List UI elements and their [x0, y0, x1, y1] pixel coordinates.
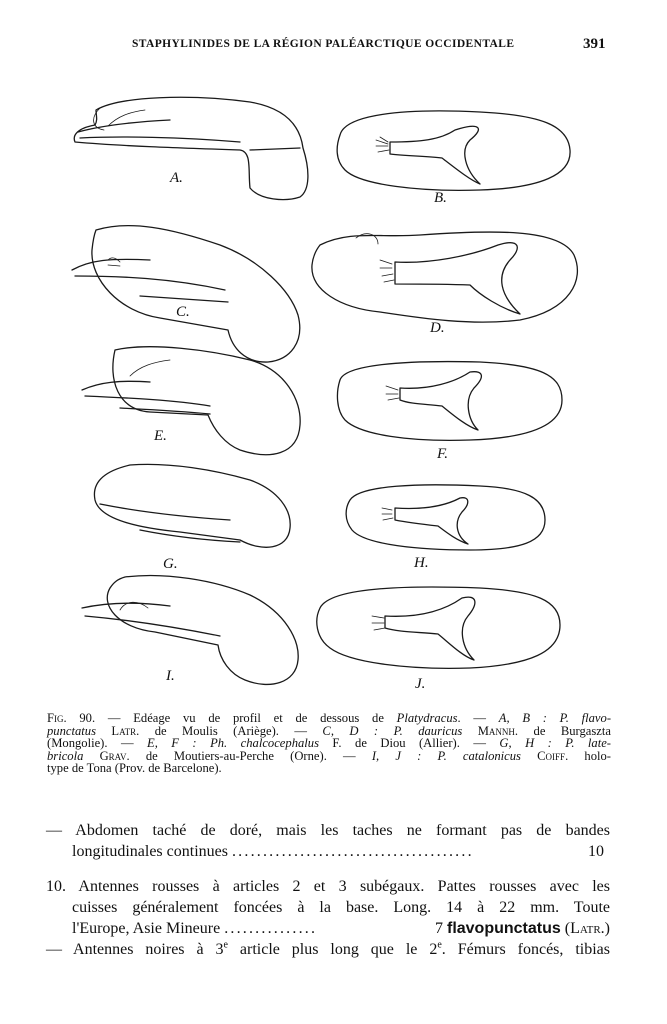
figure-label-e: E. [154, 428, 167, 444]
figure-label-c: C. [176, 304, 190, 320]
figure-f-drawing [337, 362, 562, 441]
species-author: (Latr.) [564, 920, 610, 937]
figure-i-drawing [82, 576, 298, 685]
figure-b-drawing [337, 111, 570, 190]
key-entry-10-line-3: l'Europe, Asie Mineure ............... 7 flavopunctatus (Latr.) [72, 920, 610, 937]
key-entry-10-line-1: 10. Antennes rousses à articles 2 et 3 subégaux. Pattes rousses avec les [46, 878, 610, 895]
caption-line-3: (Mongolie). — E, F : Ph. chalcocephalus F. de Diou (Allier). — G, H : P. late- [47, 736, 611, 751]
figure-label-j: J. [415, 676, 426, 692]
page-header [0, 38, 667, 58]
running-title: STAPHYLINIDES DE LA RÉGION PALÉARCTIQUE OCCIDENTALE [132, 38, 515, 50]
figure-plate [0, 80, 667, 705]
key-entry-10 [46, 876, 610, 960]
key-entry-abdomen-line-1: — Abdomen taché de doré, mais les taches ne formant pas de bandes [46, 822, 610, 839]
leader-dots: ....................................... [231, 843, 474, 860]
figure-j-drawing [317, 587, 560, 668]
figure-c-drawing [72, 226, 300, 362]
figure-label-i: I. [166, 668, 175, 684]
key-entry-abdomen-line-2: longitudinales continues ....................................... 10 [72, 843, 604, 860]
figure-label-b: B. [434, 190, 447, 206]
page-number: 391 [583, 36, 606, 52]
caption-line-4: bricola Grav. de Moutiers-au-Perche (Orne). — I, J : P. catalonicus Coiff. holo- [47, 748, 611, 763]
caption-line-5: type de Tona (Prov. de Barcelone). [47, 761, 222, 776]
key-reference-number: 10 [588, 843, 604, 860]
figure-g-drawing [94, 464, 290, 547]
figure-h-drawing [346, 485, 545, 550]
species-name: flavopunctatus [446, 920, 561, 937]
figure-label-d: D. [430, 320, 445, 336]
figure-caption [47, 712, 611, 775]
key-entry-antennes-noires: — Antennes noires à 3e article plus long que le 2e. Fémurs foncés, tibias [46, 939, 610, 958]
caption-line-1: Fig. 90. — Edéage vu de profil et de dessous de Platydracus. — A, B : P. flavo- [47, 711, 612, 725]
species-entry: 7 flavopunctatus (Latr.) [434, 920, 610, 937]
key-entry-10-line-2: cuisses généralement foncées à la base. Long. 14 à 22 mm. Toute [72, 899, 610, 916]
figure-a-drawing [74, 97, 308, 199]
leader-dots: ............... [224, 920, 318, 937]
figure-e-drawing [82, 347, 300, 455]
caption-line-2: punctatus Latr. de Moulis (Ariège). — C, D : P. dauricus Mannh. de Burgaszta [47, 723, 611, 738]
key-entry-abdomen [46, 820, 610, 862]
figure-label-g: G. [163, 556, 178, 572]
figure-label-a: A. [170, 170, 183, 186]
figure-d-drawing [312, 232, 578, 322]
figure-label-h: H. [414, 555, 429, 571]
figure-label-f: F. [437, 446, 448, 462]
caption-fig-number: Fig. 90. [47, 711, 96, 725]
